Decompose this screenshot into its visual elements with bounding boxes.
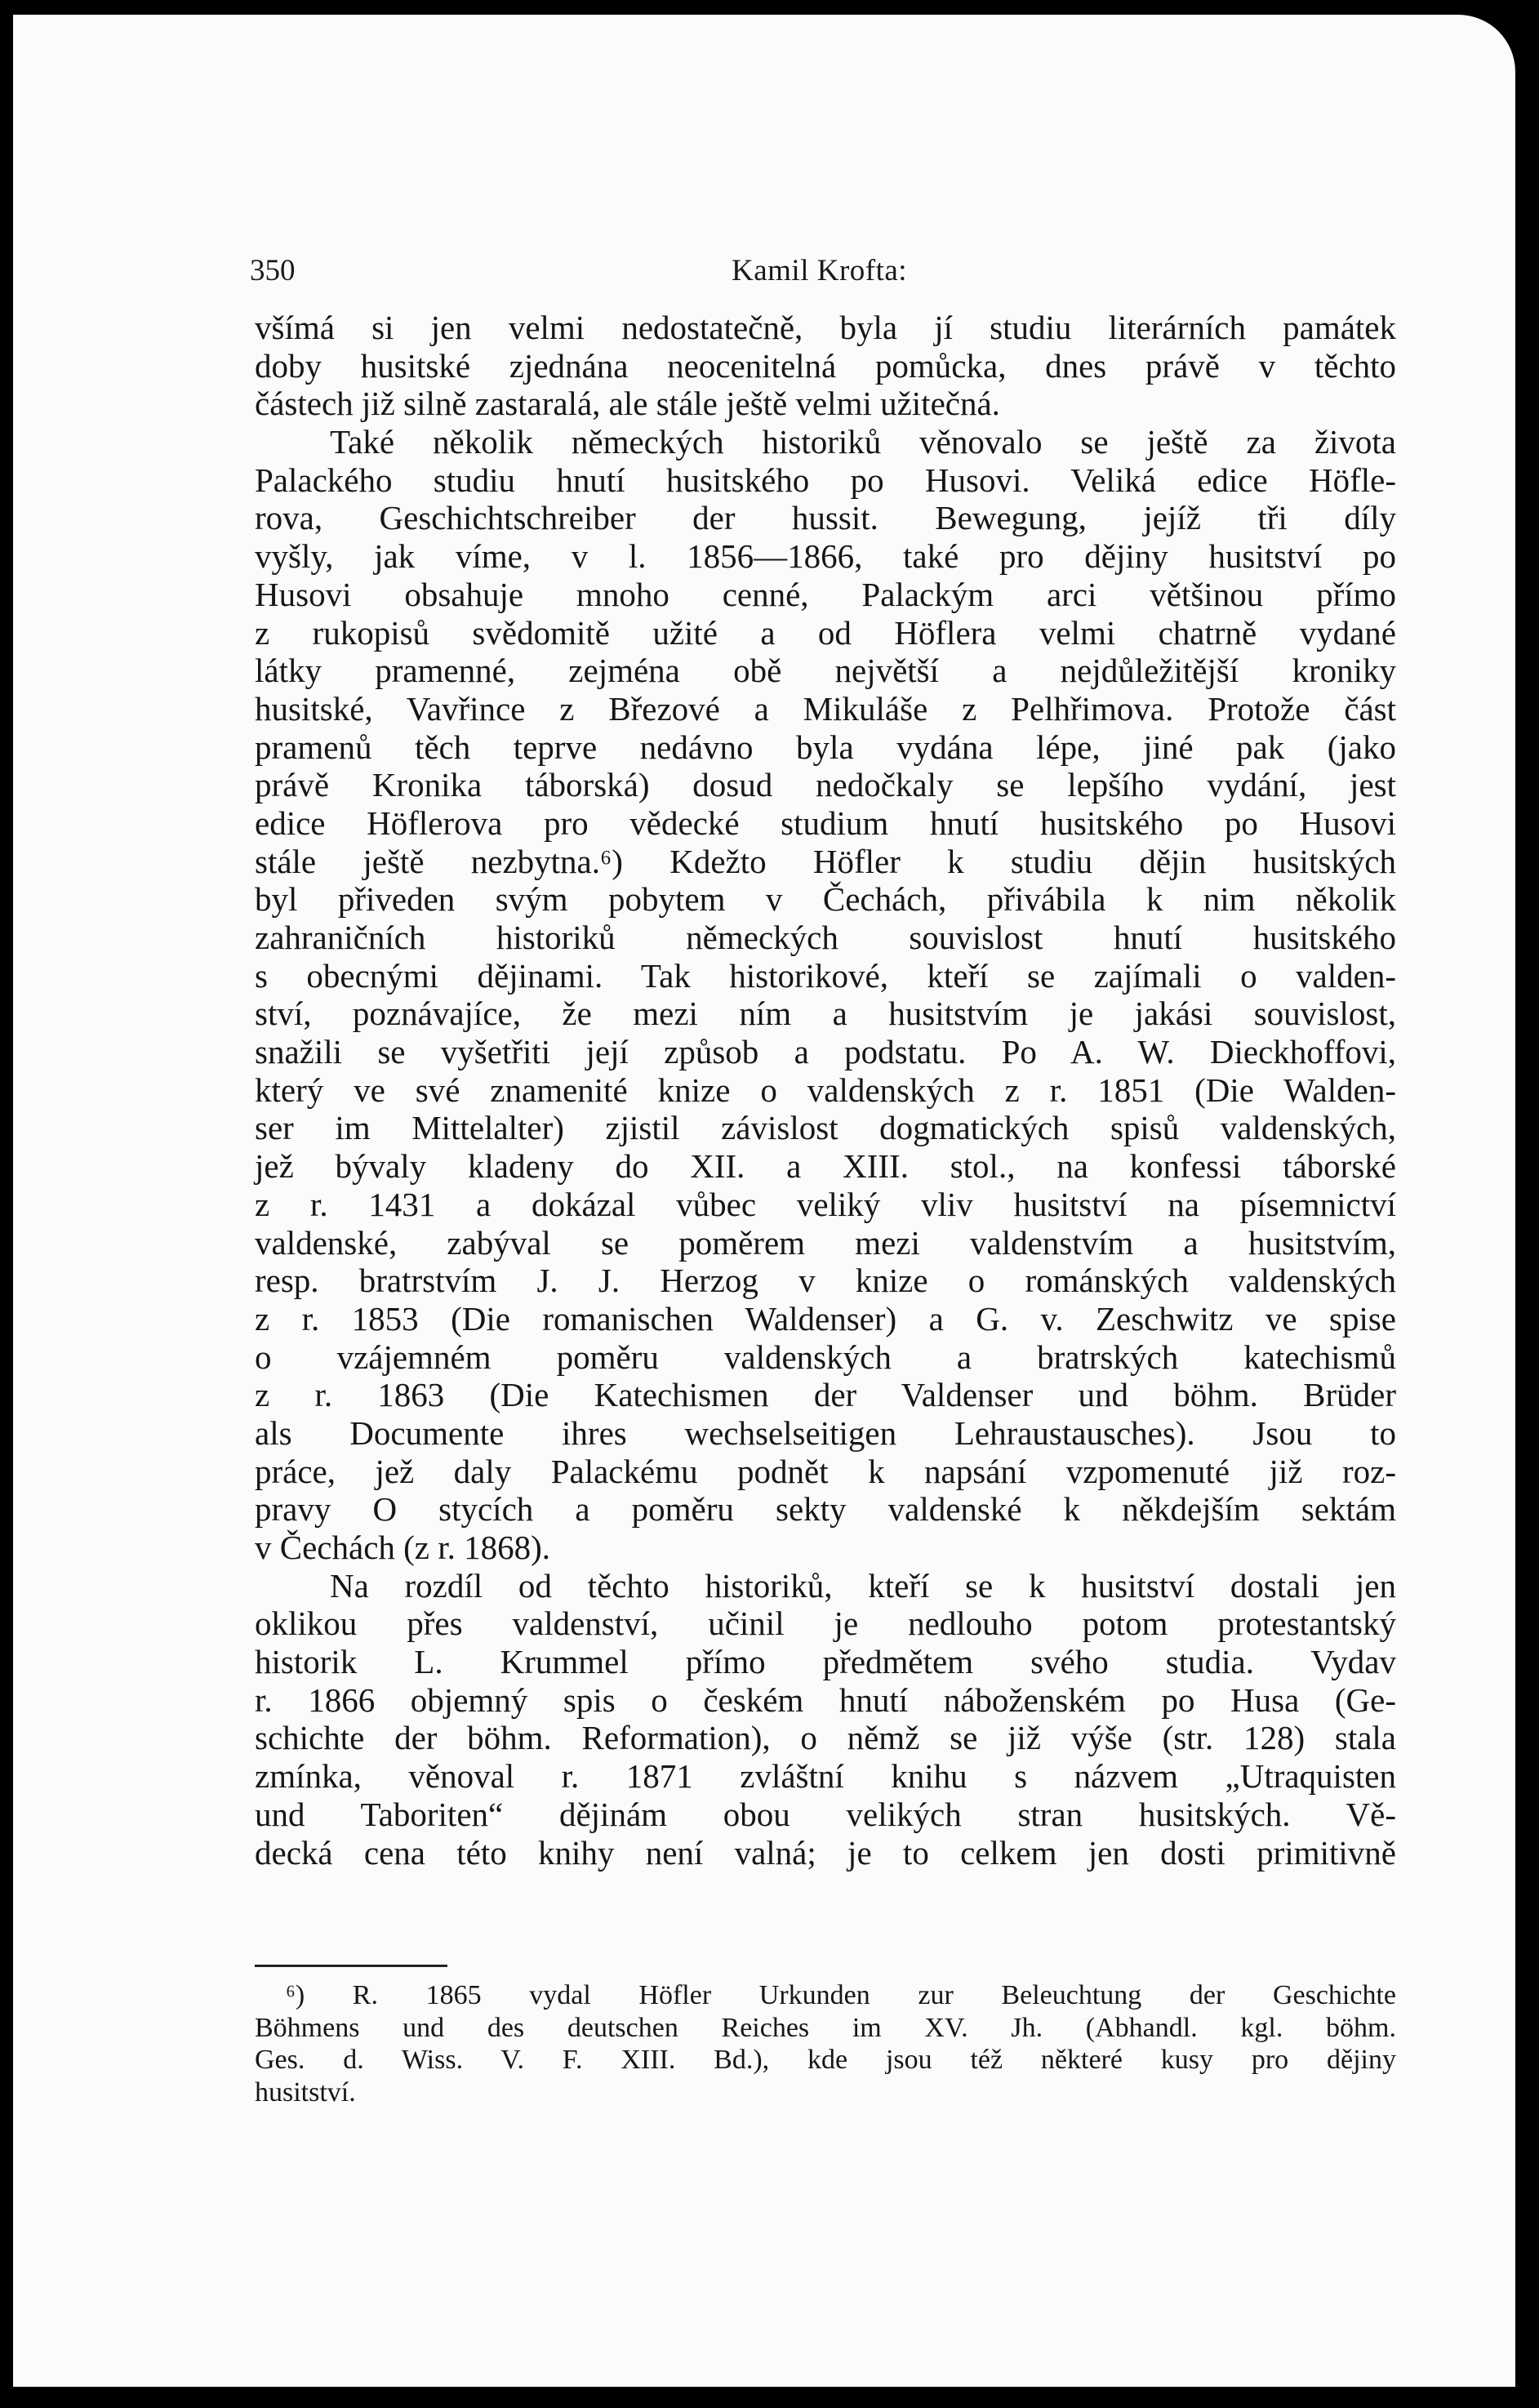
text-line: Husovi obsahuje mnoho cenné, Palackým arci většinou přímo: [255, 575, 1396, 613]
text-line: valdenské, zabýval se poměrem mezi valdenstvím a husitstvím,: [255, 1223, 1396, 1262]
text-line: und Taboriten“ dějinám obou velikých stran husitských. Vě-: [255, 1795, 1396, 1833]
text-line: historik L. Krummel přímo předmětem svého studia. Vydav: [255, 1643, 1396, 1681]
text-line: který ve své znamenité knize o valdenských z r. 1851 (Die Walden-: [255, 1070, 1396, 1109]
text-line: pramenů těch teprve nedávno byla vydána lépe, jiné pak (jako: [255, 728, 1396, 766]
footnote-rule: [255, 1965, 447, 1967]
text-line: ství, poznávajíce, že mezi ním a husitstvím je jakási souvislost,: [255, 995, 1396, 1033]
running-title: Kamil Krofta:: [732, 254, 908, 287]
footnote-line: husitství.: [255, 2076, 356, 2108]
text-line: husitské, Vavřince z Březové a Mikuláše z Pelhřimova. Protože část: [255, 689, 1396, 728]
text-line: práce, jež daly Palackému podnět k napsání vzpomenuté již roz-: [255, 1452, 1396, 1490]
text-line: decká cena této knihy není valná; je to celkem jen dosti primitivně: [255, 1833, 1396, 1872]
text-line: o vzájemném poměru valdenských a bratrských katechismů: [255, 1338, 1396, 1376]
text-line: ser im Mittelalter) zjistil závislost dogmatických spisů valdenských,: [255, 1109, 1396, 1147]
footnote-line: ⁶) R. 1865 vydal Höfler Urkunden zur Beleuchtung der Geschichte: [286, 1980, 1396, 2010]
text-line: částech již silně zastaralá, ale stále ještě velmi užitečná.: [255, 385, 1000, 423]
text-line: doby husitské zjednána neocenitelná pomůcka, dnes právě v těchto: [255, 346, 1396, 385]
text-line: zahraničních historiků německých souvislost hnutí husitského: [255, 919, 1396, 956]
text-line: stále ještě nezbytna.⁶) Kdežto Höfler k studiu dějin husitských: [255, 842, 1396, 880]
text-line: r. 1866 objemný spis o českém hnutí náboženském po Husa (Ge-: [255, 1680, 1396, 1719]
text-line: z r. 1863 (Die Katechismen der Valdenser und böhm. Brüder: [255, 1376, 1396, 1414]
text-line: als Documente ihres wechselseitigen Lehraustausches). Jsou to: [255, 1413, 1396, 1452]
footnote-line: Böhmens und des deutschen Reiches im XV. Jh. (Abhandl. kgl. böhm.: [255, 2012, 1396, 2043]
text-line: snažili se vyšetřiti její způsob a podstatu. Po A. W. Dieckhoffovi,: [255, 1033, 1396, 1071]
text-line: jež bývaly kladeny do XII. a XIII. stol., na konfessi táborské: [255, 1147, 1396, 1186]
text-line: z rukopisů svědomitě užité a od Höflera velmi chatrně vydané: [255, 613, 1396, 652]
text-line: rova, Geschichtschreiber der hussit. Bewegung, jejíž tři díly: [255, 499, 1396, 537]
text-line: právě Kronika táborská) dosud nedočkaly se lepšího vydání, jest: [255, 766, 1396, 804]
page-header: [250, 253, 1409, 294]
text-line: Na rozdíl od těchto historiků, kteří se k husitství dostali jen: [330, 1566, 1396, 1605]
text-line: schichte der böhm. Reformation), o němž se již výše (str. 128) stala: [255, 1719, 1396, 1757]
text-line: pravy O stycích a poměru sekty valdenské k někdejším sektám: [255, 1490, 1396, 1529]
footnote-line: Ges. d. Wiss. V. F. XIII. Bd.), kde jsou též některé kusy pro dějiny: [255, 2045, 1396, 2075]
text-line: z r. 1431 a dokázal vůbec veliký vliv husitství na písemnictví: [255, 1185, 1396, 1223]
footnotes: [255, 1979, 1396, 2108]
text-line: edice Höflerova pro vědecké studium hnutí husitského po Husovi: [255, 803, 1396, 842]
text-line: zmínka, věnoval r. 1871 zvláštní knihu s názvem „Utraquisten: [255, 1757, 1396, 1796]
text-line: všímá si jen velmi nedostatečně, byla jí studiu literárních památek: [255, 309, 1396, 346]
text-line: látky pramenné, zejména obě největší a nejdůležitější kroniky: [255, 652, 1396, 690]
page-number: 350: [250, 254, 296, 287]
text-line: Palackého studiu hnutí husitského po Husovi. Veliká edice Höfle-: [255, 461, 1396, 499]
text-line: z r. 1853 (Die romanischen Waldenser) a G. v. Zeschwitz ve spise: [255, 1299, 1396, 1338]
text-line: v Čechách (z r. 1868).: [255, 1529, 551, 1566]
text-line: byl přiveden svým pobytem v Čechách, přivábila k nim několik: [255, 880, 1396, 919]
text-line: resp. bratrstvím J. J. Herzog v knize o románských valdenských: [255, 1262, 1396, 1300]
text-line: oklikou přes valdenství, učinil je nedlouho potom protestantský: [255, 1605, 1396, 1643]
text-line: vyšly, jak víme, v l. 1856—1866, také pro dějiny husitství po: [255, 537, 1396, 576]
body-text: [255, 309, 1396, 1872]
text-line: s obecnými dějinami. Tak historikové, kteří se zajímali o valden-: [255, 956, 1396, 995]
text-line: Také několik německých historiků věnovalo se ještě za života: [330, 423, 1396, 461]
